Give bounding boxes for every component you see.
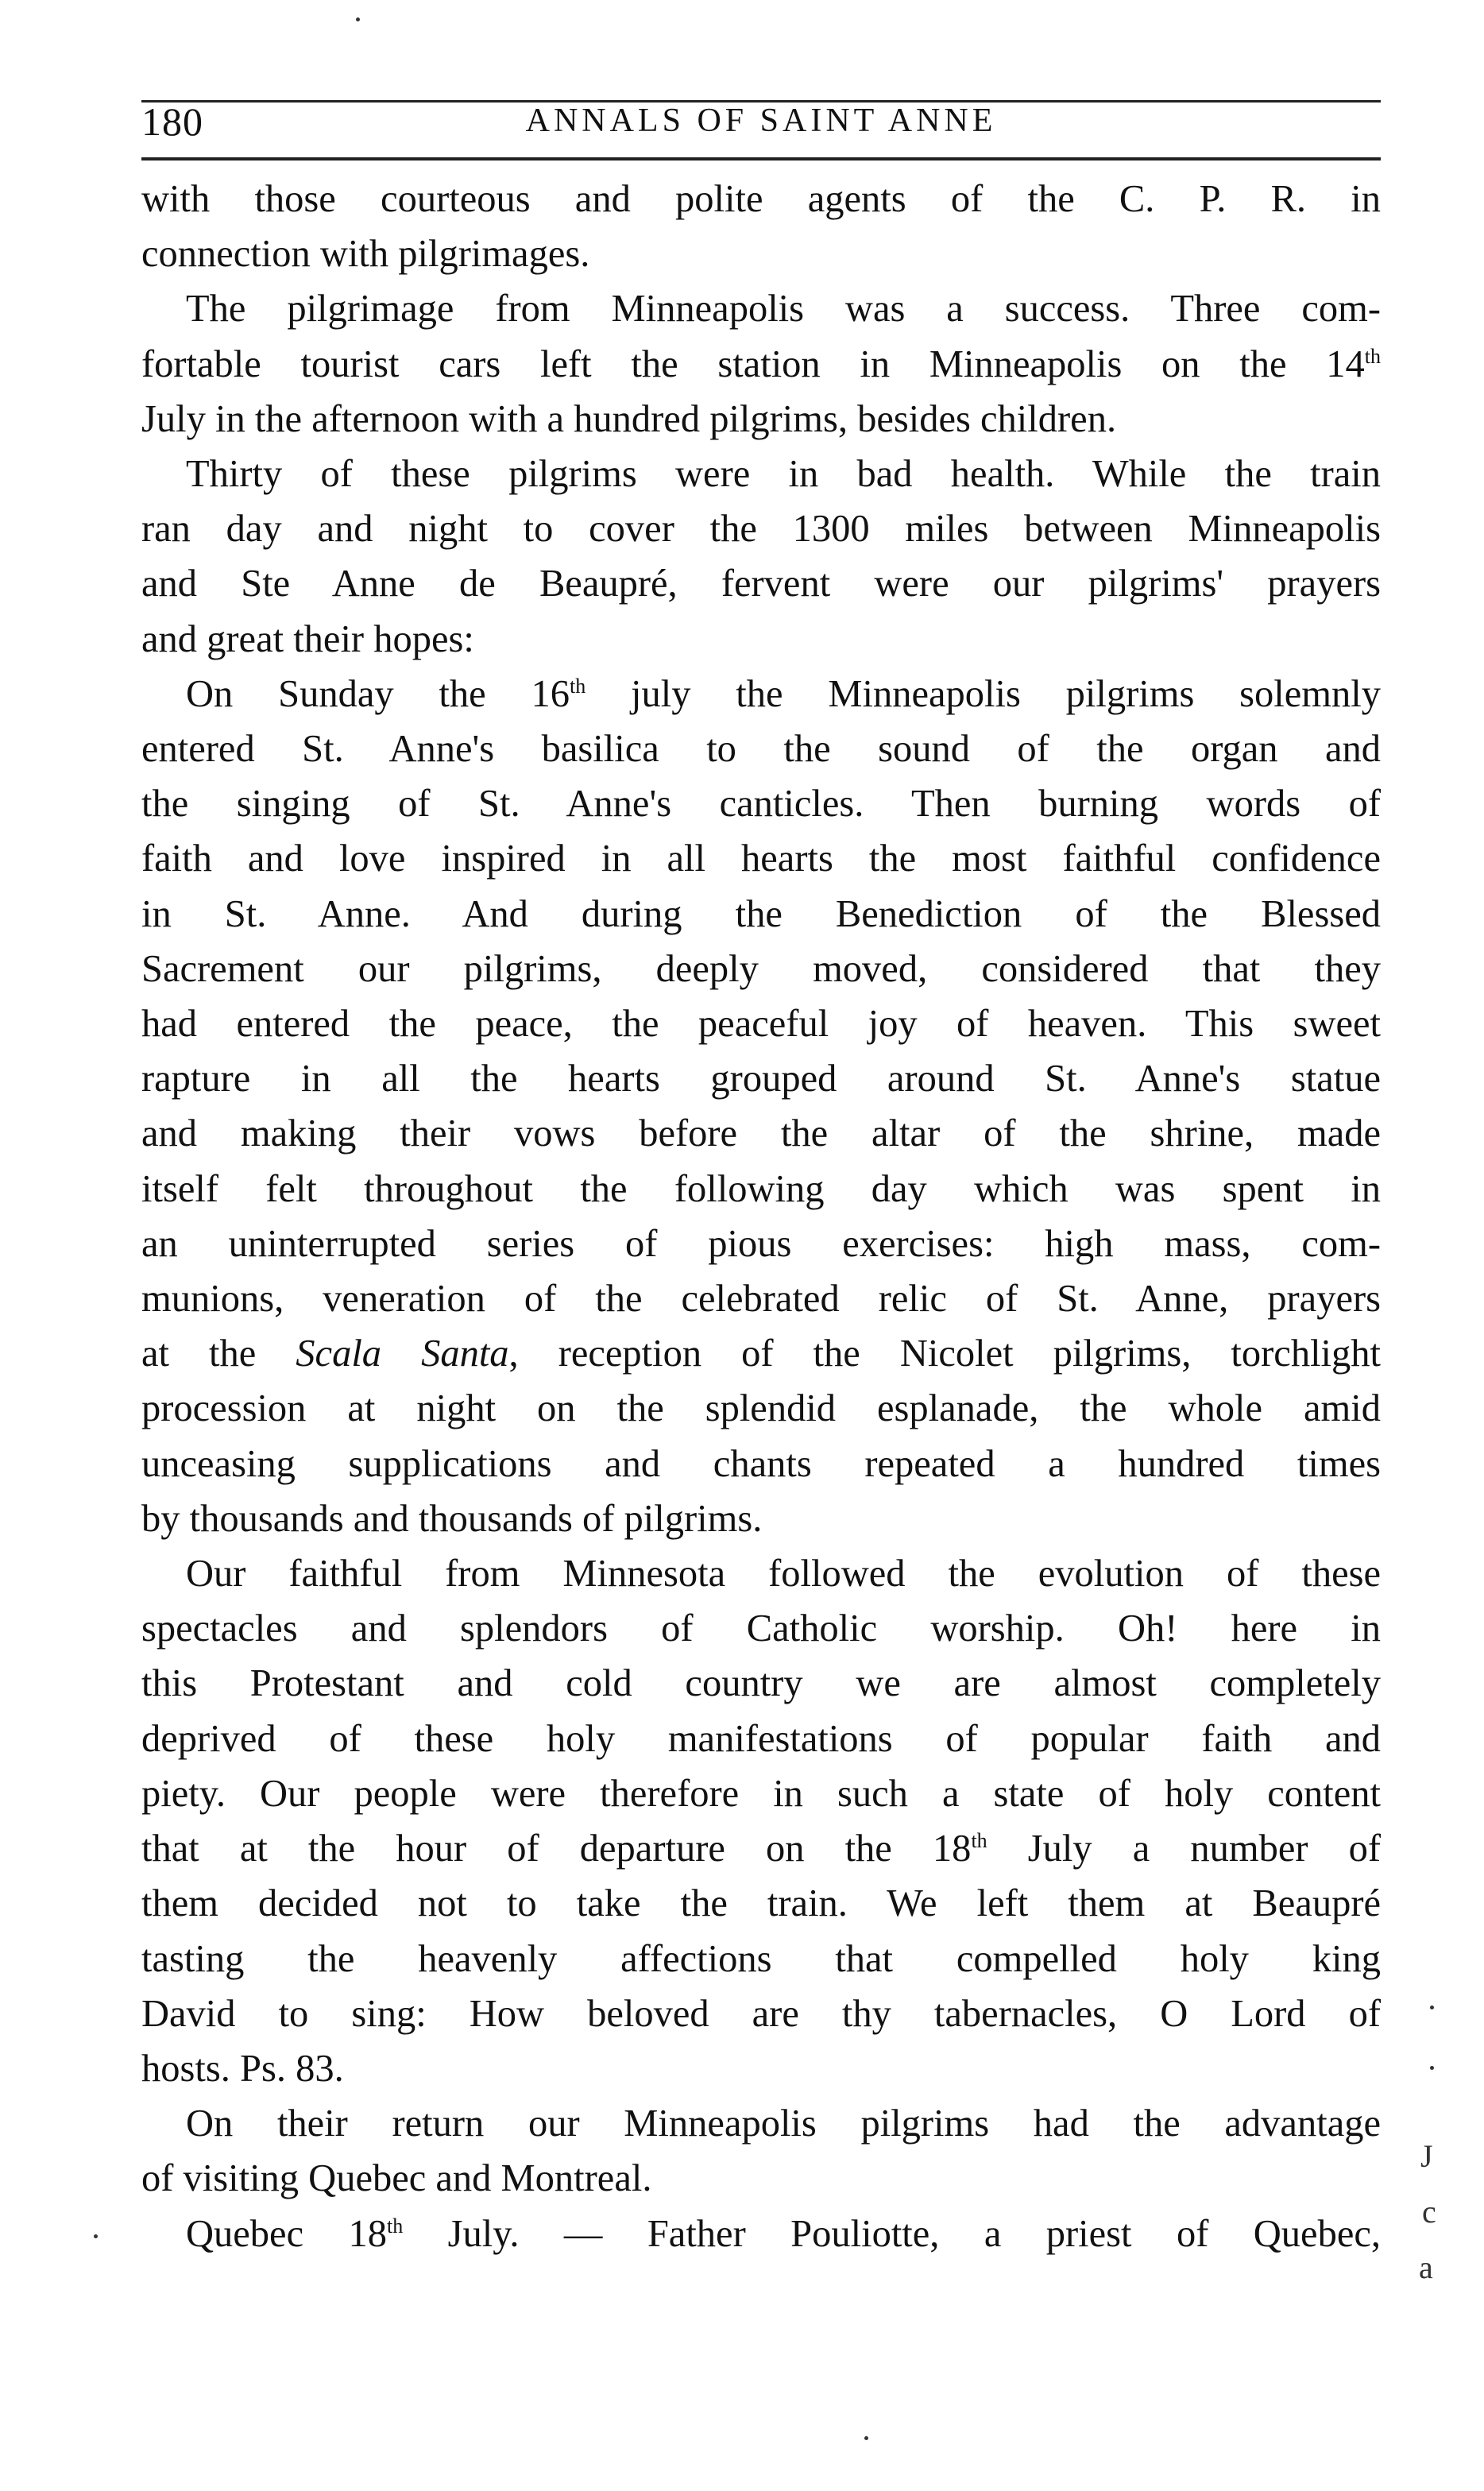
text-run: that at the hour of departure on the 18	[141, 1828, 972, 1870]
text-line	[141, 1326, 1381, 1381]
text-line	[141, 337, 1381, 392]
text-line: munions, veneration of the celebrated relic of St. Anne, prayers	[141, 1278, 1381, 1321]
text-line: July in the afternoon with a hundred pilgrims, besides children.	[141, 397, 1117, 440]
text-line: and making their vows before the altar of the shrine, made	[141, 1112, 1381, 1155]
text-line: had entered the peace, the peaceful joy of heaven. This sweet	[141, 1003, 1381, 1046]
text-run: On Sunday the 16	[186, 672, 570, 715]
superscript: th	[387, 2214, 404, 2238]
running-header	[141, 94, 1381, 149]
scan-speck	[1430, 2066, 1434, 2070]
text-line: of visiting Quebec and Montreal.	[141, 2157, 652, 2200]
header-rule-bottom	[141, 157, 1381, 161]
text-line	[141, 1821, 1381, 1876]
text-line	[141, 667, 1381, 721]
italic-run: Scala Santa	[296, 1333, 509, 1375]
text-line: in St. Anne. And during the Benediction of the Blessed	[141, 892, 1381, 935]
text-run: July. — Father Pouliotte, a priest of Quebec,	[403, 2212, 1381, 2255]
text-line: and great their hopes:	[141, 617, 474, 660]
text-run: july the Minneapolis pilgrims solemnly	[585, 672, 1381, 715]
text-line: Our faithful from Minnesota followed the evolution of these	[186, 1553, 1381, 1596]
text-line: an uninterrupted series of pious exercises: high mass, com-	[141, 1222, 1381, 1265]
scan-speck	[1430, 2006, 1434, 2009]
margin-fragment: c	[1422, 2194, 1436, 2230]
text-line: the singing of St. Anne's canticles. Then burning words of	[141, 783, 1381, 826]
text-line: ran day and night to cover the 1300 miles between Minneapolis	[141, 508, 1381, 551]
text-line: rapture in all the hearts grouped around St. Anne's statue	[141, 1058, 1381, 1100]
text-run: fortable tourist cars left the station in Minneapolis on the 14	[141, 342, 1365, 385]
text-run: , reception of the Nicolet pilgrims, torchlight	[508, 1333, 1381, 1375]
text-line: entered St. Anne's basilica to the sound of the organ and	[141, 728, 1381, 771]
text-line: and Ste Anne de Beaupré, fervent were our pilgrims' prayers	[141, 563, 1381, 605]
text-run: at the	[141, 1333, 296, 1375]
page-number: 180	[141, 99, 203, 144]
superscript: th	[971, 1828, 987, 1852]
text-line: itself felt throughout the following day which was spent in	[141, 1167, 1381, 1210]
text-line: deprived of these holy manifestations of popular faith and	[141, 1717, 1381, 1760]
text-run: July a number of	[987, 1828, 1381, 1870]
superscript: th	[1364, 344, 1381, 368]
text-line: procession at night on the splendid esplanade, the whole amid	[141, 1387, 1381, 1430]
text-line: them decided not to take the train. We left them at Beaupré	[141, 1882, 1381, 1925]
margin-fragment: J	[1420, 2138, 1433, 2174]
running-title: ANNALS OF SAINT ANNE	[525, 103, 997, 139]
text-line: unceasing supplications and chants repeated a hundred times	[141, 1442, 1381, 1485]
text-line: David to sing: How beloved are thy tabernacles, O Lord of	[141, 1992, 1381, 2035]
text-line: connection with pilgrimages.	[141, 233, 590, 276]
text-line: piety. Our people were therefore in such a state of holy content	[141, 1772, 1381, 1815]
scan-speck	[94, 2234, 98, 2238]
text-line: spectacles and splendors of Catholic worship. Oh! here in	[141, 1607, 1381, 1650]
text-line	[141, 2207, 1381, 2261]
scan-speck	[356, 17, 360, 21]
text-line: faith and love inspired in all hearts the most faithful confidence	[141, 837, 1381, 880]
text-line: On their return our Minneapolis pilgrims had the advantage	[186, 2102, 1381, 2145]
superscript: th	[569, 674, 586, 698]
text-line: The pilgrimage from Minneapolis was a success. Three com-	[186, 288, 1381, 331]
body-text	[141, 172, 1381, 2261]
text-run: Quebec 18	[186, 2212, 388, 2255]
margin-fragment: a	[1419, 2249, 1433, 2285]
text-line: by thousands and thousands of pilgrims.	[141, 1497, 763, 1540]
text-line: this Protestant and cold country we are almost completely	[141, 1662, 1381, 1705]
document-page	[141, 94, 1381, 2261]
text-line: with those courteous and polite agents of the C. P. R. in	[141, 178, 1381, 220]
text-line: hosts. Ps. 83.	[141, 2047, 344, 2090]
text-line: Thirty of these pilgrims were in bad health. While the train	[186, 453, 1381, 496]
scan-speck	[864, 2436, 868, 2440]
text-line: Sacrement our pilgrims, deeply moved, considered that they	[141, 947, 1381, 990]
text-line: tasting the heavenly affections that compelled holy king	[141, 1937, 1381, 1980]
